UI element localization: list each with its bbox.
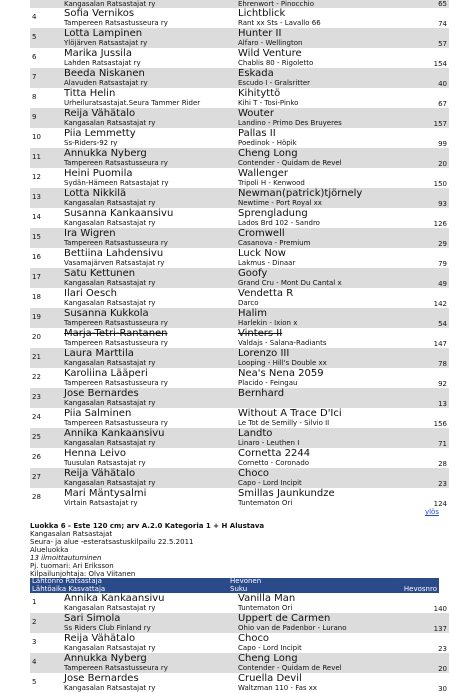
horse-name: Smillas Jaunkundze — [238, 488, 335, 499]
rider-name: Bettiina Lahdensivu — [64, 248, 164, 259]
table-row — [30, 428, 449, 448]
horse-name: Nea's Nena 2059 — [238, 368, 324, 379]
horse-name: Lorenzo III — [238, 348, 290, 359]
table-row — [30, 653, 449, 673]
club: Ylöjärven Ratsastajat ry — [64, 39, 148, 47]
club: Tampereen Ratsastusseura ry — [64, 19, 168, 27]
header-time-breeder: Lähtöaika Kasvattaja — [32, 584, 106, 593]
pedigree: Contender - Quidam de Revel — [238, 159, 342, 167]
club: Kangasalan Ratsastajat ry — [64, 279, 156, 287]
table-header — [30, 578, 439, 593]
horse-name: Without A Trace D'Ici — [238, 408, 342, 419]
table-row — [30, 288, 449, 308]
club: Tampereen Ratsastusseura ry — [64, 379, 168, 387]
pedigree: Capo - Lord Incipit — [238, 644, 302, 652]
rider-name: Annika Kankaansivu — [64, 593, 165, 604]
start-number: 5 — [30, 28, 62, 48]
club: Kangasalan Ratsastajat ry — [64, 439, 156, 447]
horse-name: Goofy — [238, 268, 268, 279]
rider-name: Annukka Nyberg — [64, 148, 147, 159]
class-level: Alueluokka — [30, 546, 69, 554]
rider-name: Annukka Nyberg — [64, 653, 147, 664]
horse-number: 78 — [410, 348, 449, 368]
table-row — [30, 208, 449, 228]
club: Tampereen Ratsastusseura ry — [64, 239, 168, 247]
pedigree: Waltzman 110 - Fas xx — [238, 684, 318, 692]
horse-name: Halim — [238, 308, 267, 319]
table-row — [30, 8, 449, 28]
rider-name: Satu Kettunen — [64, 268, 136, 279]
horse-number: 49 — [410, 268, 449, 288]
table-row — [30, 88, 449, 108]
start-number: 3 — [30, 633, 62, 653]
results-table — [30, 0, 449, 508]
start-list-table — [30, 593, 449, 693]
table-row — [30, 408, 449, 428]
horse-number: 157 — [410, 108, 449, 128]
start-number: 19 — [30, 308, 62, 328]
start-number: 4 — [30, 8, 62, 28]
table-row — [30, 188, 449, 208]
table-row — [30, 673, 449, 693]
horse-number: 137 — [410, 613, 449, 633]
start-number: 6 — [30, 48, 62, 68]
table-row — [30, 593, 449, 613]
rider-name: Ira Wigren — [64, 228, 116, 239]
club: Tampereen Ratsastusseura ry — [64, 319, 168, 327]
horse-name: Choco — [238, 633, 270, 644]
header-horse-number: Hevosnro — [403, 584, 437, 593]
table-row — [30, 613, 449, 633]
club: Ss Riders Club Finland ry — [64, 624, 151, 632]
start-number: 5 — [30, 673, 62, 693]
start-number: 20 — [30, 328, 62, 348]
horse-number: 29 — [410, 228, 449, 248]
pedigree: Grand Cru - Mont Du Cantal x — [238, 279, 342, 287]
horse-number: 99 — [410, 128, 449, 148]
horse-number: 150 — [410, 168, 449, 188]
pedigree: Tuntematon Ori — [238, 499, 293, 507]
back-to-top-link[interactable]: ylös — [424, 508, 439, 516]
pedigree: Darco — [238, 299, 259, 307]
rider-name: Sari Simola — [64, 613, 121, 624]
horse-name: Cruella Devil — [238, 673, 302, 684]
horse-number: 154 — [410, 48, 449, 68]
pedigree: Ohio van de Padenbor - Lurano — [238, 624, 347, 632]
rider-name: Susanna Kukkola — [64, 308, 149, 319]
rider-name: Lotta Nikkilä — [64, 188, 127, 199]
horse-name: Wallenger — [238, 168, 289, 179]
club: Kangasalan Ratsastajat ry — [64, 119, 156, 127]
rider-name: Titta Helin — [64, 88, 116, 99]
horse-name: Cornetta 2244 — [238, 448, 311, 459]
pedigree: Chablis 80 - Rigoletto — [238, 59, 314, 67]
start-number: 23 — [30, 388, 62, 408]
pedigree: Lados Brd 102 - Sandro — [238, 219, 320, 227]
horse-name: Sprengladung — [238, 208, 308, 219]
header-horse: Hevonen — [230, 577, 262, 585]
horse-number: 92 — [410, 368, 449, 388]
pedigree: Casanova - Premium — [238, 239, 311, 247]
rider-name: Annika Kankaansivu — [64, 428, 165, 439]
rider-name: Reija Vähätalo — [64, 108, 136, 119]
rider-name: Heini Puomila — [64, 168, 133, 179]
table-row — [30, 468, 449, 488]
start-number: 12 — [30, 168, 62, 188]
horse-name: Vendetta R — [238, 288, 294, 299]
rider-name: Henna Leivo — [64, 448, 127, 459]
rider-name: Jose Bernardes — [64, 388, 139, 399]
pedigree: Lakmus - Dinaar — [238, 259, 296, 267]
horse-number: 54 — [410, 308, 449, 328]
start-number: 2 — [30, 613, 62, 633]
horse-name: Bernhard — [238, 388, 285, 399]
table-row — [30, 633, 449, 653]
pedigree: Harlekin - Ixion x — [238, 319, 298, 327]
club: Kangasalan Ratsastajat ry — [64, 359, 156, 367]
pedigree: Escudo I - Gralsritter — [238, 79, 311, 87]
horse-number: 30 — [410, 673, 449, 693]
header-pedigree: Suku — [230, 584, 248, 593]
pedigree: Capo - Lord Incipit — [238, 479, 302, 487]
horse-number: 71 — [410, 428, 449, 448]
horse-name: Kihityttö — [238, 88, 281, 99]
table-row — [30, 388, 449, 408]
horse-number: 156 — [410, 408, 449, 428]
start-number: 4 — [30, 653, 62, 673]
table-row — [30, 108, 449, 128]
club: Tampereen Ratsastusseura ry — [64, 664, 168, 672]
start-number: 18 — [30, 288, 62, 308]
pedigree: Tuntematon Ori — [238, 604, 293, 612]
horse-name: Uppert de Carmen — [238, 613, 331, 624]
rider-name: Karoliina Lääperi — [64, 368, 148, 379]
horse-number: 57 — [410, 28, 449, 48]
horse-name: Choco — [238, 468, 270, 479]
start-number: 13 — [30, 188, 62, 208]
start-number: 11 — [30, 148, 62, 168]
horse-name: Wouter — [238, 108, 274, 119]
horse-number: 74 — [410, 8, 449, 28]
pedigree: Kihi T - Tosi-Pinko — [238, 99, 299, 107]
pedigree: Linaro - Leuthen I — [238, 439, 300, 447]
header-start-rider: Lähtönro Ratsastaja — [32, 577, 102, 585]
pedigree: Poedinok - Höpik — [238, 139, 297, 147]
rider-name: Sofia Vernikos — [64, 8, 135, 19]
horse-number: 40 — [410, 68, 449, 88]
horse-name: Cromwell — [238, 228, 285, 239]
rider-name: Piia Salminen — [64, 408, 132, 419]
start-number: 1 — [30, 593, 62, 613]
club: Kangasalan Ratsastajat ry — [64, 604, 156, 612]
rider-name: Marika Jussila — [64, 48, 132, 59]
table-row — [30, 228, 449, 248]
start-number: 9 — [30, 108, 62, 128]
horse-name: Eskada — [238, 68, 274, 79]
club: Urheiluratsastajat.Seura Tammer Rider — [64, 99, 201, 107]
start-number: 10 — [30, 128, 62, 148]
rider-name: Laura Marttila — [64, 348, 134, 359]
rider-name: Reija Vähätalo — [64, 468, 136, 479]
start-number: 28 — [30, 488, 62, 508]
rider-name: Jose Bernardes — [64, 673, 139, 684]
table-row — [30, 48, 449, 68]
table-row — [30, 268, 449, 288]
club: Kangasalan Ratsastajat ry — [64, 399, 156, 407]
judge: Pj. tuomari: Ari Eriksson — [30, 562, 114, 570]
horse-number: 126 — [410, 208, 449, 228]
start-number: 14 — [30, 208, 62, 228]
horse-number: 147 — [410, 328, 449, 348]
start-number: 22 — [30, 368, 62, 388]
start-number: 17 — [30, 268, 62, 288]
table-row — [30, 248, 449, 268]
rider-name: Susanna Kankaansivu — [64, 208, 174, 219]
start-number: 24 — [30, 408, 62, 428]
table-row — [30, 0, 449, 8]
horse-number: 67 — [410, 88, 449, 108]
start-number: 25 — [30, 428, 62, 448]
horse-number: 79 — [410, 248, 449, 268]
pedigree: Newtime - Port Royal xx — [238, 199, 322, 207]
start-number: 27 — [30, 468, 62, 488]
start-number: 8 — [30, 88, 62, 108]
club: Tampereen Ratsastusseura ry — [64, 419, 168, 427]
pedigree: Landino - Primo Des Bruyeres — [238, 119, 342, 127]
entry-count: 13 ilmoittautuminen — [30, 554, 102, 562]
club: Kangasalan Ratsastajat ry — [64, 199, 156, 207]
table-row — [30, 488, 449, 508]
horse-number: 13 — [410, 388, 449, 408]
start-number: 16 — [30, 248, 62, 268]
rider-name: Beeda Niskanen — [64, 68, 145, 79]
rider-name: Ilari Oesch — [64, 288, 117, 299]
table-row — [30, 68, 449, 88]
table-row — [30, 448, 449, 468]
club: Tampereen Ratsastusseura ry — [64, 159, 168, 167]
club: Kangasalan Ratsastajat ry — [64, 479, 156, 487]
pedigree: Placido - Feingau — [238, 379, 298, 387]
horse-number: 140 — [410, 593, 449, 613]
start-number: 7 — [30, 68, 62, 88]
horse-name: Cheng Long — [238, 148, 298, 159]
horse-number: 65 — [410, 0, 449, 8]
pedigree: Tripoli H - Kenwood — [238, 179, 305, 187]
horse-number: 142 — [410, 288, 449, 308]
class-info — [30, 522, 439, 578]
horse-name: Pallas II — [238, 128, 276, 139]
rider-name: Piia Lemmetty — [64, 128, 136, 139]
club: Vasamajärven Ratsastajat ry — [64, 259, 165, 267]
horse-number: 20 — [410, 653, 449, 673]
horse-number: 93 — [410, 188, 449, 208]
start-number: 21 — [30, 348, 62, 368]
club: Lahden Ratsastajat ry — [64, 59, 141, 67]
horse-name: Hunter II — [238, 28, 282, 39]
start-number: 26 — [30, 448, 62, 468]
club: Kangasalan Ratsastajat ry — [64, 684, 156, 692]
rider-name: Lotta Lampinen — [64, 28, 143, 39]
horse-name: Lichtblick — [238, 8, 286, 19]
club: Kangasalan Ratsastajat ry — [64, 644, 156, 652]
horse-number: 23 — [410, 468, 449, 488]
horse-name: Newman(patrick)tjörnely — [238, 188, 363, 199]
event-name: Seura- ja alue -esteratsastuskilpailu 22.5.2011 — [30, 538, 194, 546]
table-row — [30, 308, 449, 328]
start-number — [30, 0, 62, 8]
competition-manager: Kilpailunjohtaja: Olva Viitanen — [30, 570, 136, 578]
horse-name: Cheng Long — [238, 653, 298, 664]
table-row — [30, 368, 449, 388]
pedigree: Contender - Quidam de Revel — [238, 664, 342, 672]
table-row — [30, 328, 449, 348]
horse-number: 124 — [410, 488, 449, 508]
horse-name: Luck Now — [238, 248, 286, 259]
table-row — [30, 148, 449, 168]
club: Sydän-Hämeen Ratsastajat ry — [64, 179, 169, 187]
club: Alavuden Ratsastajat ry — [64, 79, 148, 87]
pedigree: Rant xx Sts - Lavallo 66 — [238, 19, 321, 27]
rider-name: Reija Vähätalo — [64, 633, 136, 644]
pedigree: Looping - Hill's Double xx — [238, 359, 327, 367]
club: Kangasalan Ratsastajat ry — [64, 219, 156, 227]
table-row — [30, 28, 449, 48]
rider-name: Mari Mäntysalmi — [64, 488, 147, 499]
horse-name: Landto — [238, 428, 273, 439]
club: Kangasalan Ratsastajat ry — [64, 0, 156, 8]
pedigree: Cornetto - Coronado — [238, 459, 310, 467]
club: Ss-Riders-92 ry — [64, 139, 118, 147]
organizer: Kangasalan Ratsastajat — [30, 530, 113, 538]
horse-number: 28 — [410, 448, 449, 468]
club: Virtain Ratsastajat ry — [64, 499, 138, 507]
horse-name: Vanilla Man — [238, 593, 296, 604]
pedigree: Ehrenwort - Pinocchio — [238, 0, 315, 8]
pedigree: Le Tot de Semilly - Silvio II — [238, 419, 330, 427]
class-title: Luokka 6 - Este 120 cm; arv A.2.0 Kategoria 1 + H Alustava — [30, 522, 265, 530]
club: Tuusulan Ratsastajat ry — [64, 459, 146, 467]
horse-number: 20 — [410, 148, 449, 168]
table-row — [30, 168, 449, 188]
pedigree: Alfaro - Wellington — [238, 39, 303, 47]
table-row — [30, 348, 449, 368]
start-number: 15 — [30, 228, 62, 248]
pedigree: Valdajs - Salana-Radiants — [238, 339, 327, 347]
horse-number: 23 — [410, 633, 449, 653]
club: Tampereen Ratsastusseura ry — [64, 339, 168, 347]
rider-name: Marja-Tetri-Rantanen — [64, 328, 168, 339]
horse-name: Wild Venture — [238, 48, 302, 59]
table-row — [30, 128, 449, 148]
horse-name: Vinters II — [238, 328, 283, 339]
club: Kangasalan Ratsastajat ry — [64, 299, 156, 307]
